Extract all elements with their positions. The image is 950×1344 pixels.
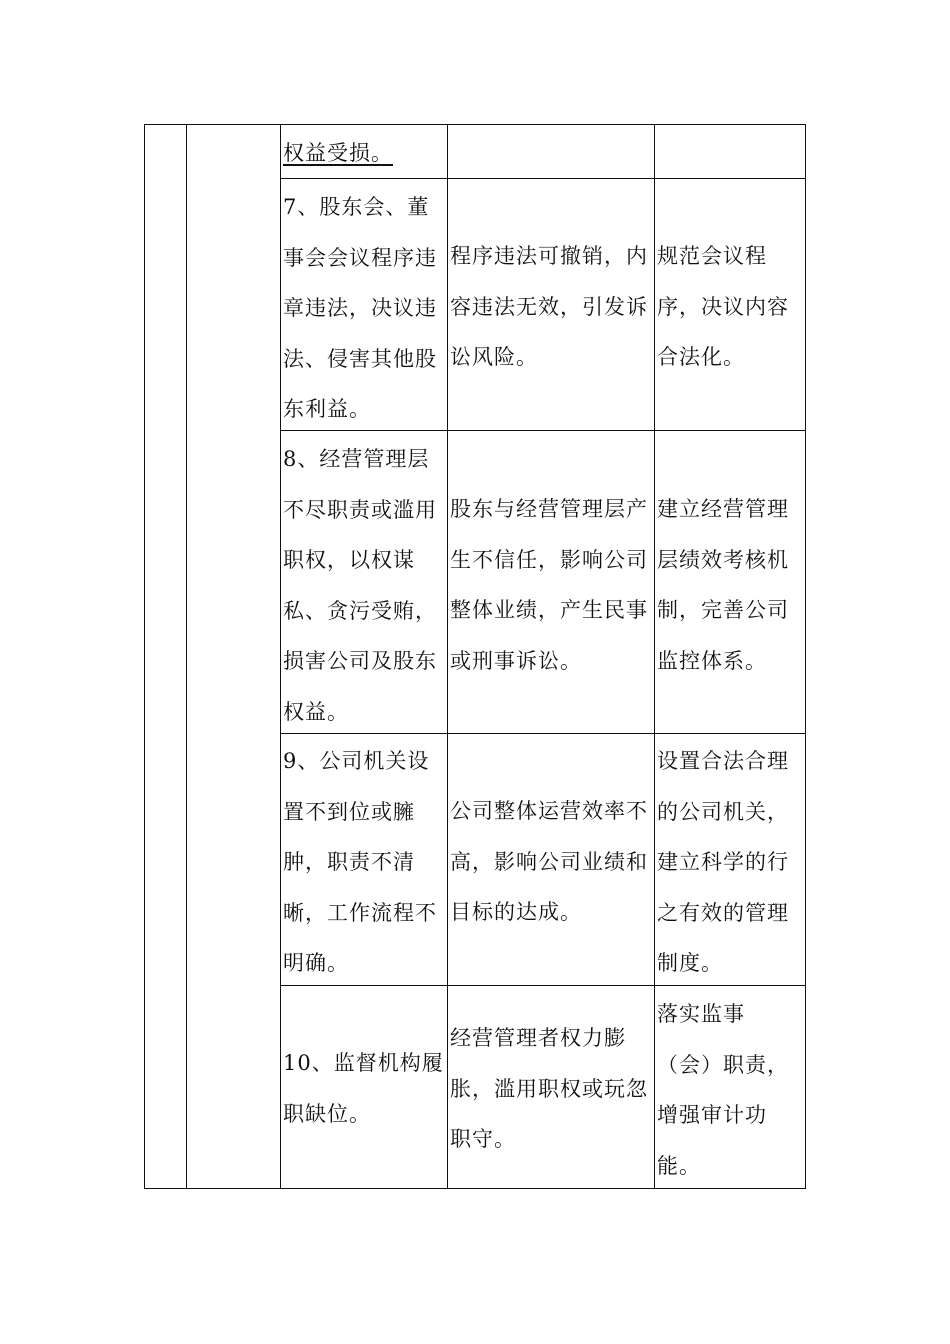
table-border-top: [144, 124, 806, 125]
consequence-cell: 程序违法可撤销，内 容违法无效，引发诉 讼风险。: [450, 244, 648, 369]
risk-cell: 7、股东会、董 事会会议程序违 章违法，决议违 法、侵害其他股 东利益。: [283, 195, 437, 421]
measure-cell: 建立经营管理 层绩效考核机 制，完善公司 监控体系。: [657, 497, 789, 673]
consequence-cell: 股东与经营管理层产 生不信任，影响公司 整体业绩，产生民事 或刑事诉讼。: [450, 497, 648, 673]
measure-cell: 设置合法合理 的公司机关， 建立科学的行 之有效的管理 制度。: [657, 749, 789, 975]
risk-cell: 8、经营管理层 不尽职责或滥用 职权，以权谋 私、贪污受贿， 损害公司及股东 权益。: [283, 447, 437, 724]
column-divider: [186, 124, 187, 1189]
consequence-cell: 公司整体运营效率不 高，影响公司业绩和 目标的达成。: [450, 799, 648, 924]
risk-cell: 10、监督机构履 职缺位。: [283, 1051, 444, 1126]
column-divider: [144, 124, 145, 1189]
consequence-cell: 经营管理者权力膨 胀，滥用职权或玩忽 职守。: [450, 1026, 648, 1151]
risk-cell: 9、公司机关设 置不到位或臃 肿，职责不清 晰，工作流程不 明确。: [283, 749, 437, 975]
measure-cell: 落实监事 （会）职责， 增强审计功 能。: [657, 1002, 789, 1178]
table-border-right: [805, 124, 806, 1189]
risk-cell: 权益受损。: [283, 141, 393, 165]
measure-cell: 规范会议程 序，决议内容 合法化。: [657, 244, 789, 369]
